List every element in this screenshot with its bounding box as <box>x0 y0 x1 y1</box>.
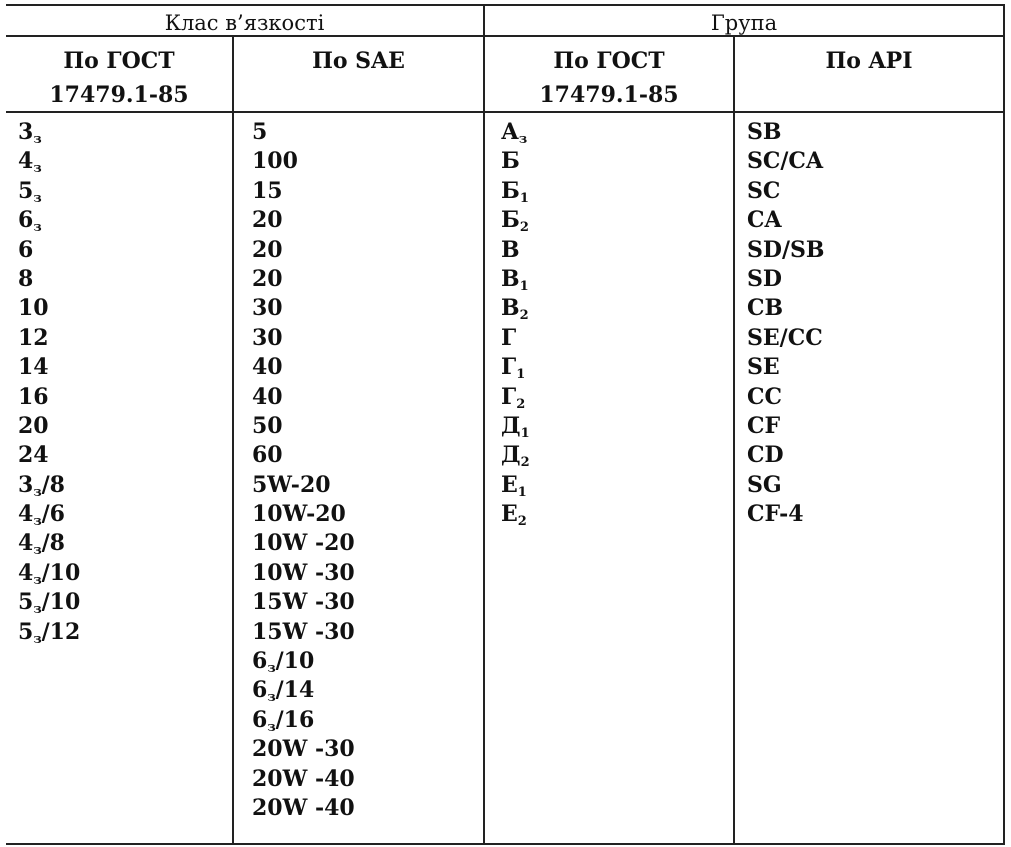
cell-value: SD/SB <box>747 236 825 263</box>
cell-value: 4 <box>18 501 34 528</box>
table-cell <box>501 324 530 353</box>
cell-value: 15 <box>252 177 283 204</box>
column-gost-class <box>18 118 80 647</box>
table-cell <box>252 529 355 558</box>
cell-value: Е <box>501 471 518 498</box>
table-cell <box>252 236 355 265</box>
cell-value: 5 <box>252 119 268 145</box>
table-cell <box>252 177 355 206</box>
cell-value: CC <box>747 383 783 410</box>
cell-value: Г <box>501 324 517 351</box>
table-cell <box>252 706 355 735</box>
cell-value: 4 <box>18 530 34 557</box>
cell-suffix: /10 <box>275 648 315 675</box>
header-gost-class-line2: 17479.1-85 <box>49 82 189 108</box>
table-cell <box>252 118 355 147</box>
cell-value: SC/CA <box>747 148 824 175</box>
cell-value: 30 <box>252 324 283 351</box>
table-cell <box>18 412 80 441</box>
table-cell <box>252 383 355 412</box>
table-cell <box>18 324 80 353</box>
cell-value: CF <box>747 412 781 439</box>
table-cell <box>501 500 530 529</box>
table-cell <box>747 500 824 529</box>
table-cell <box>18 147 80 176</box>
cell-value: 6 <box>252 706 268 733</box>
table-cell <box>18 118 80 147</box>
table-cell <box>18 177 80 206</box>
cell-value: CA <box>747 207 782 234</box>
cell-subscript: 2 <box>517 514 527 530</box>
cell-value: SG <box>747 471 782 498</box>
header-gost-group <box>485 44 733 112</box>
table-right-border <box>1003 4 1005 845</box>
cell-suffix: /12 <box>41 618 81 645</box>
cell-suffix: /10 <box>41 559 81 586</box>
cell-value: 20W -40 <box>252 765 355 792</box>
table-cell <box>252 147 355 176</box>
table-cell <box>501 118 530 147</box>
cell-value: В <box>501 295 520 322</box>
table-cell <box>252 206 355 235</box>
column-api <box>747 118 824 529</box>
cell-subscript: 2 <box>516 396 526 412</box>
table-cell <box>501 383 530 412</box>
column-gost-group <box>501 118 530 529</box>
cell-subscript: 1 <box>519 190 529 206</box>
cell-value: 40 <box>252 354 283 381</box>
table-cell <box>747 265 824 294</box>
cell-subscript: з <box>33 220 42 236</box>
cell-subscript: з <box>267 661 276 677</box>
cell-value: 16 <box>18 383 49 410</box>
table-cell <box>18 471 80 500</box>
cell-value: А <box>501 119 519 145</box>
cell-value: 10W-20 <box>252 501 346 528</box>
table-cell <box>747 177 824 206</box>
cell-value: Б <box>501 148 520 175</box>
table-cell <box>501 294 530 323</box>
table-cell <box>18 294 80 323</box>
table-cell <box>501 236 530 265</box>
table-cell <box>747 324 824 353</box>
cell-subscript: 1 <box>519 278 529 294</box>
cell-value: Г <box>501 383 517 410</box>
cell-value: SD <box>747 265 782 292</box>
col-divider-mid <box>483 4 485 845</box>
cell-value: 4 <box>18 148 34 175</box>
table-cell <box>747 383 824 412</box>
cell-value: CF-4 <box>747 501 804 528</box>
cell-value: SC <box>747 177 781 204</box>
table-cell <box>252 294 355 323</box>
table-cell <box>252 353 355 382</box>
cell-value: 24 <box>18 442 49 469</box>
table-cell <box>252 324 355 353</box>
table-cell <box>252 471 355 500</box>
cell-value: CD <box>747 442 784 469</box>
cell-value: Б <box>501 177 520 204</box>
cell-value: SE <box>747 354 780 381</box>
table-cell <box>501 147 530 176</box>
table-cell <box>501 353 530 382</box>
table-cell <box>501 441 530 470</box>
cell-value: 5W-20 <box>252 471 331 498</box>
cell-subscript: з <box>33 543 42 559</box>
cell-suffix: /10 <box>41 589 81 616</box>
table-cell <box>18 383 80 412</box>
cell-subscript: 1 <box>517 484 527 500</box>
table-cell <box>252 676 355 705</box>
cell-value: 20W -30 <box>252 736 355 763</box>
cell-value: 20W -40 <box>252 794 355 821</box>
table-cell <box>747 471 824 500</box>
table-cell <box>747 294 824 323</box>
table-cell <box>18 618 80 647</box>
cell-subscript: з <box>518 132 528 147</box>
cell-value: 5 <box>18 589 34 616</box>
cell-subscript: з <box>33 572 42 588</box>
header-gost-group-line1: По ГОСТ <box>553 48 665 74</box>
cell-subscript: 1 <box>516 367 526 383</box>
table-cell <box>18 236 80 265</box>
cell-subscript: 2 <box>520 455 530 471</box>
cell-value: SE/CC <box>747 324 823 351</box>
cell-value: 15W -30 <box>252 618 355 645</box>
table-cell <box>747 236 824 265</box>
table-cell <box>252 265 355 294</box>
cell-subscript: 2 <box>519 220 529 236</box>
table-cell <box>252 794 355 823</box>
cell-subscript: з <box>33 484 42 500</box>
cell-value: Д <box>501 442 521 469</box>
cell-subscript: з <box>33 161 42 177</box>
cell-value: 12 <box>18 324 49 351</box>
cell-subscript: з <box>33 631 42 647</box>
table-cell <box>501 471 530 500</box>
cell-value: 15W -30 <box>252 589 355 616</box>
oil-classification-table <box>6 4 1005 845</box>
cell-value: 100 <box>252 148 298 175</box>
table-cell <box>18 529 80 558</box>
cell-value: 20 <box>18 412 49 439</box>
cell-value: Д <box>501 412 521 439</box>
table-cell <box>252 412 355 441</box>
header-viscosity-class: Клас в’язкості <box>164 11 325 35</box>
cell-value: CB <box>747 295 784 322</box>
cell-value: Б <box>501 207 520 234</box>
cell-value: 3 <box>18 119 34 145</box>
table-cell <box>18 265 80 294</box>
table-cell <box>252 559 355 588</box>
cell-suffix: /8 <box>41 471 65 498</box>
cell-subscript: 1 <box>520 425 530 441</box>
table-cell <box>18 588 80 617</box>
cell-suffix: /8 <box>41 530 65 557</box>
header-sae: По SAE <box>312 48 405 74</box>
table-cell <box>747 353 824 382</box>
cell-value: 6 <box>18 207 34 234</box>
header-gost-group-line2: 17479.1-85 <box>539 82 679 108</box>
table-cell <box>252 765 355 794</box>
cell-subscript: з <box>33 514 42 530</box>
table-cell <box>747 147 824 176</box>
table-cell <box>18 206 80 235</box>
cell-value: Г <box>501 354 517 381</box>
cell-value: 4 <box>18 559 34 586</box>
cell-value: Е <box>501 501 518 528</box>
cell-value: 3 <box>18 471 34 498</box>
table-cell <box>18 353 80 382</box>
column-sae <box>252 118 355 823</box>
cell-value: 6 <box>18 236 34 263</box>
cell-subscript: 2 <box>519 308 529 324</box>
cell-value: 50 <box>252 412 283 439</box>
cell-subscript: з <box>33 602 42 618</box>
cell-value: 10W -20 <box>252 530 355 557</box>
table-cell <box>747 412 824 441</box>
cell-value: 6 <box>252 677 268 704</box>
cell-value: 10 <box>18 295 49 322</box>
table-cell <box>18 441 80 470</box>
cell-value: 20 <box>252 236 283 263</box>
table-cell <box>747 206 824 235</box>
cell-value: 8 <box>18 265 34 292</box>
cell-value: В <box>501 236 520 263</box>
cell-subscript: з <box>267 719 276 735</box>
cell-value: В <box>501 265 520 292</box>
cell-value: 14 <box>18 354 49 381</box>
table-cell <box>501 206 530 235</box>
header-group: Група <box>710 11 778 35</box>
cell-value: 10W -30 <box>252 559 355 586</box>
table-cell <box>501 412 530 441</box>
table-cell <box>18 500 80 529</box>
table-cell <box>252 647 355 676</box>
table-cell <box>501 265 530 294</box>
cell-value: 30 <box>252 295 283 322</box>
header-api: По API <box>825 48 913 74</box>
cell-value: 5 <box>18 177 34 204</box>
cell-subscript: з <box>33 190 42 206</box>
table-cell <box>252 588 355 617</box>
cell-value: 5 <box>18 618 34 645</box>
cell-value: 40 <box>252 383 283 410</box>
cell-value: 20 <box>252 207 283 234</box>
table-cell <box>747 441 824 470</box>
cell-value: SB <box>747 119 782 145</box>
cell-suffix: /6 <box>41 501 65 528</box>
table-cell <box>252 441 355 470</box>
col-divider-3 <box>733 36 735 845</box>
header-gost-class-line1: По ГОСТ <box>63 48 175 74</box>
table-cell <box>18 559 80 588</box>
cell-value: 60 <box>252 442 283 469</box>
table-cell <box>252 500 355 529</box>
table-cell <box>252 618 355 647</box>
table-cell <box>252 735 355 764</box>
cell-subscript: з <box>267 690 276 706</box>
header-gost-class <box>6 44 232 112</box>
table-cell <box>747 118 824 147</box>
cell-subscript: з <box>33 132 42 147</box>
table-cell <box>501 177 530 206</box>
cell-value: 6 <box>252 648 268 675</box>
cell-suffix: /16 <box>275 706 315 733</box>
col-divider-1 <box>232 36 234 845</box>
cell-value: 20 <box>252 265 283 292</box>
cell-suffix: /14 <box>275 677 315 704</box>
